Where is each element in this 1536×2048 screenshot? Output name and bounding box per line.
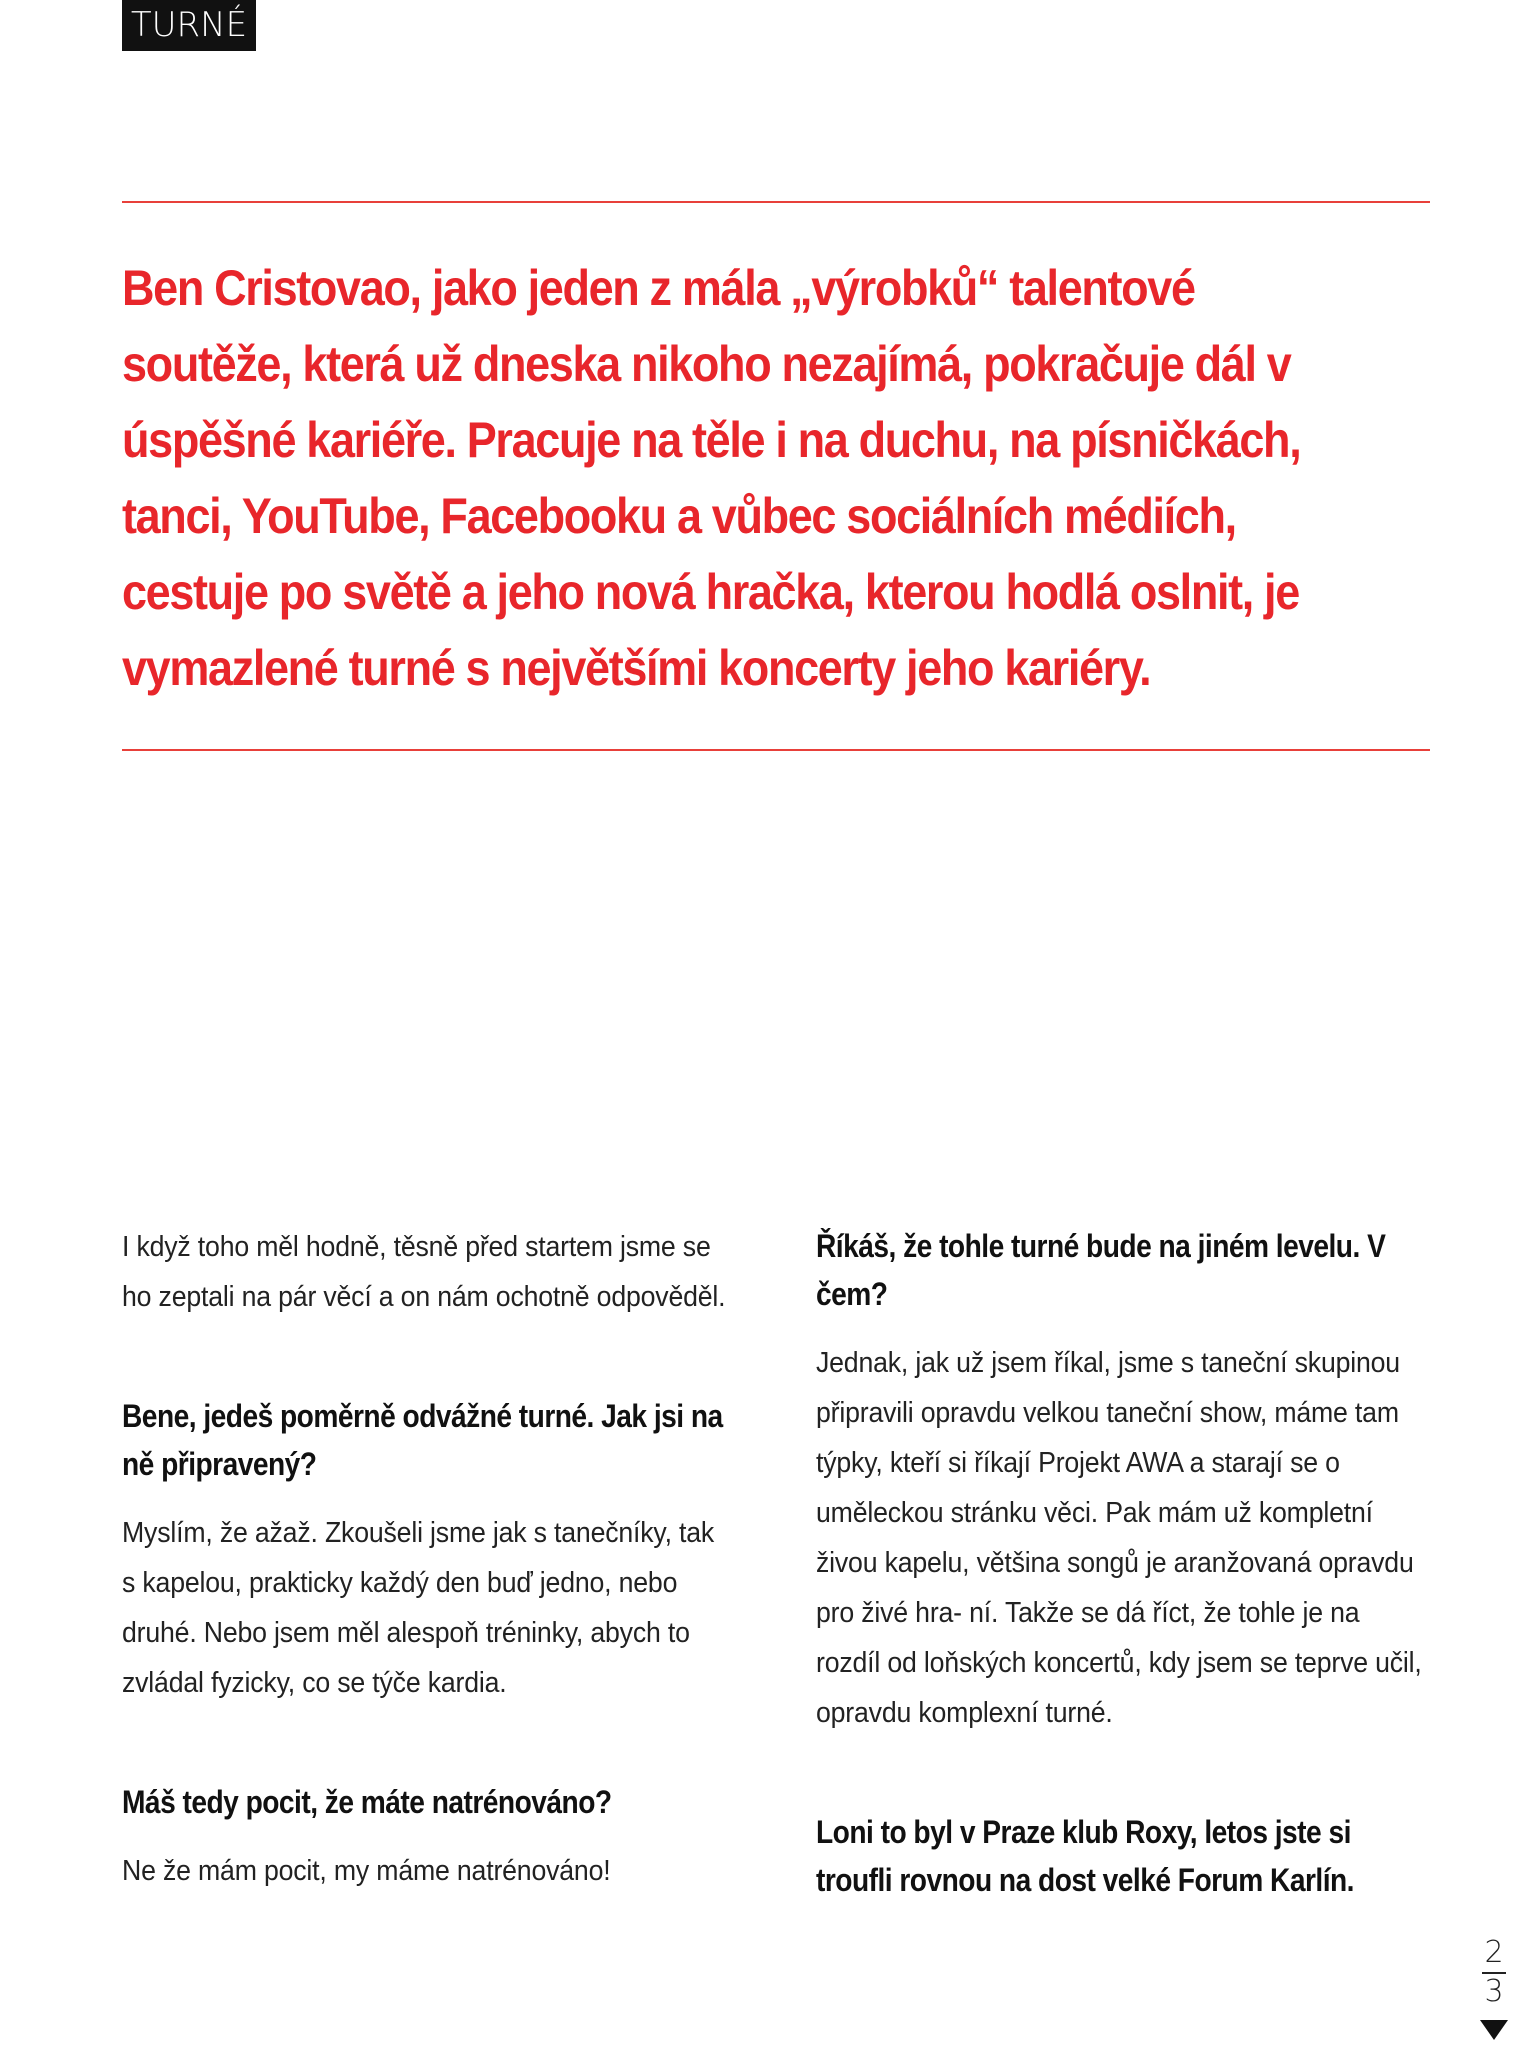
question-2: Máš tedy pocit, že máte natrénováno? — [122, 1784, 612, 1820]
intro-paragraph: I když toho měl hodně, těsně před startem jsme se ho zeptali na pár věcí a on nám ochotně odpověděl. — [122, 1231, 726, 1313]
top-divider — [122, 201, 1430, 203]
answer-3: Jednak, jak už jsem říkal, jsme s taneční skupinou připravili opravdu velkou taneční show, máme tam týpky, kteří si říkají Projekt AWA a starají se o uměleckou stránku věci. Pak mám už kompletní živou kapelu, většina songů je aranžovaná opravdu pro živé hra- ní. Takže se dá říct, že tohle je na rozdíl od loňských koncertů, kdy jsem se teprve učil, opravdu komplexní turné. — [816, 1347, 1422, 1729]
right-column — [816, 1222, 1456, 1904]
question-1: Bene, jedeš poměrně odvážné turné. Jak jsi na ně připravený? — [122, 1398, 723, 1482]
question-3: Říkáš, že tohle turné bude na jiném levelu. V čem? — [816, 1228, 1386, 1312]
answer-2: Ne že mám pocit, my máme natrénováno! — [122, 1855, 611, 1887]
left-column — [122, 1222, 762, 1896]
page-current: 2 — [1484, 1935, 1504, 1970]
page-total: 3 — [1484, 1974, 1504, 2009]
page-number — [1474, 1935, 1514, 2009]
answer-1: Myslím, že ažaž. Zkoušeli jsme jak s tanečníky, tak s kapelou, prakticky každý den buď jedno, nebo druhé. Nebo jsem měl alespoň tréninky, abych to zvládal fyzicky, co se týče kardia. — [122, 1517, 715, 1699]
lead-paragraph: Ben Cristovao, jako jeden z mála „výrobků“ talentové soutěže, která už dneska nikoho nezajímá, pokračuje dál v úspěšné kariéře. Pracuje na těle i na duchu, na písničkách, tanci, YouTube, Facebooku a vůbec sociálních médiích, cestuje po světě a jeho nová hračka, kterou hodlá oslnit, je vymazlené turné s největšími koncerty jeho kariéry. — [122, 260, 1301, 696]
section-tag: TURNÉ — [122, 0, 256, 51]
bottom-divider — [122, 749, 1430, 751]
triangle-down-icon[interactable] — [1480, 2020, 1508, 2040]
question-4: Loni to byl v Praze klub Roxy, letos jste si troufli rovnou na dost velké Forum Karlín. — [816, 1814, 1354, 1898]
